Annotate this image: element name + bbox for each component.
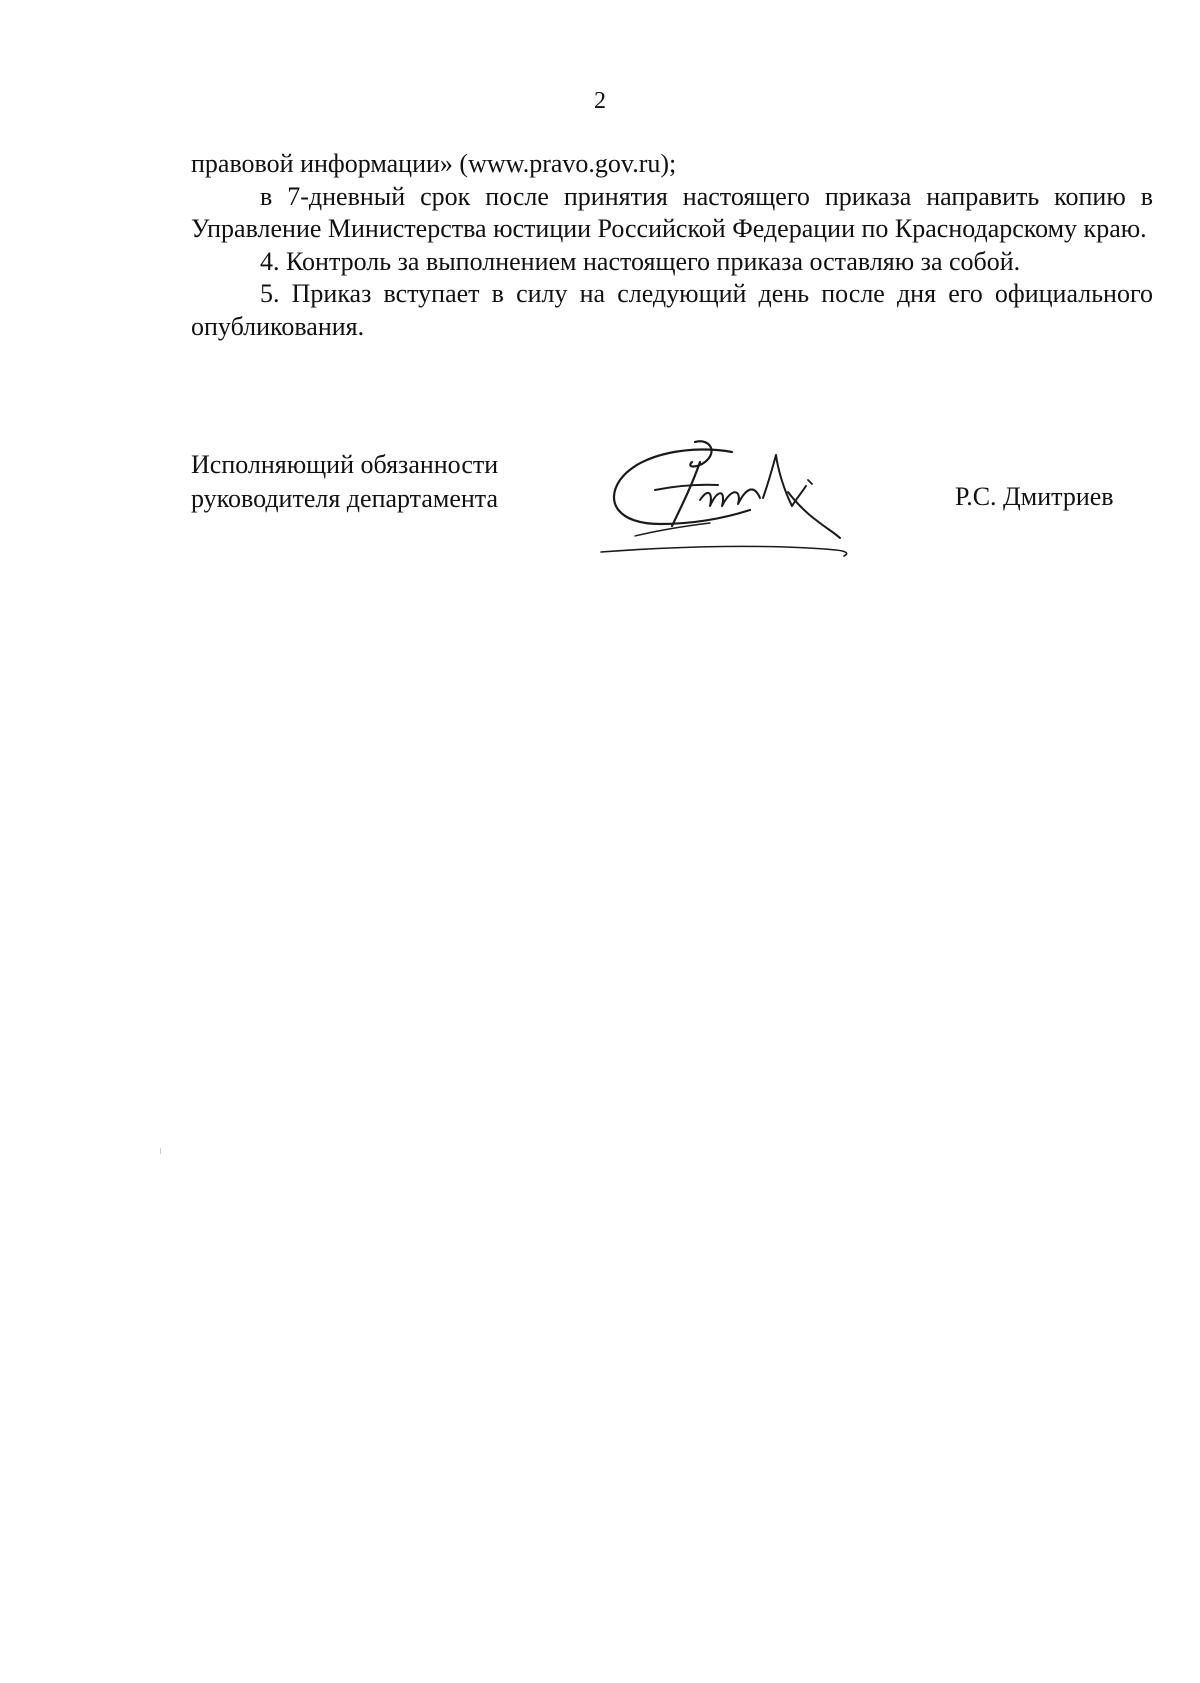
page-number: 2 (594, 88, 606, 114)
signature-block (0, 440, 1200, 570)
handwritten-signature (600, 440, 920, 570)
paragraph-send-copy: в 7-дневный срок после принятия настоящего приказа направить копию в Управление Министерства юстиции Российской Федерации по Краснодарскому краю. (191, 181, 1153, 243)
signatory-position (191, 448, 498, 516)
document-body (191, 148, 1153, 343)
paragraph-item-5: 5. Приказ вступает в силу на следующий день после дня его официального опубликования. (191, 279, 1153, 341)
scan-margin-mark (160, 1148, 161, 1154)
signatory-name: Р.С. Дмитриев (955, 482, 1114, 511)
signatory-position-line-2: руководителя департамента (191, 484, 499, 513)
paragraph-continuation: правовой информации» (www.pravo.gov.ru); (191, 149, 677, 178)
signatory-position-line-1: Исполняющий обязанности (191, 450, 499, 479)
paragraph-item-4: 4. Контроль за выполнением настоящего приказа оставляю за собой. (260, 246, 1021, 276)
